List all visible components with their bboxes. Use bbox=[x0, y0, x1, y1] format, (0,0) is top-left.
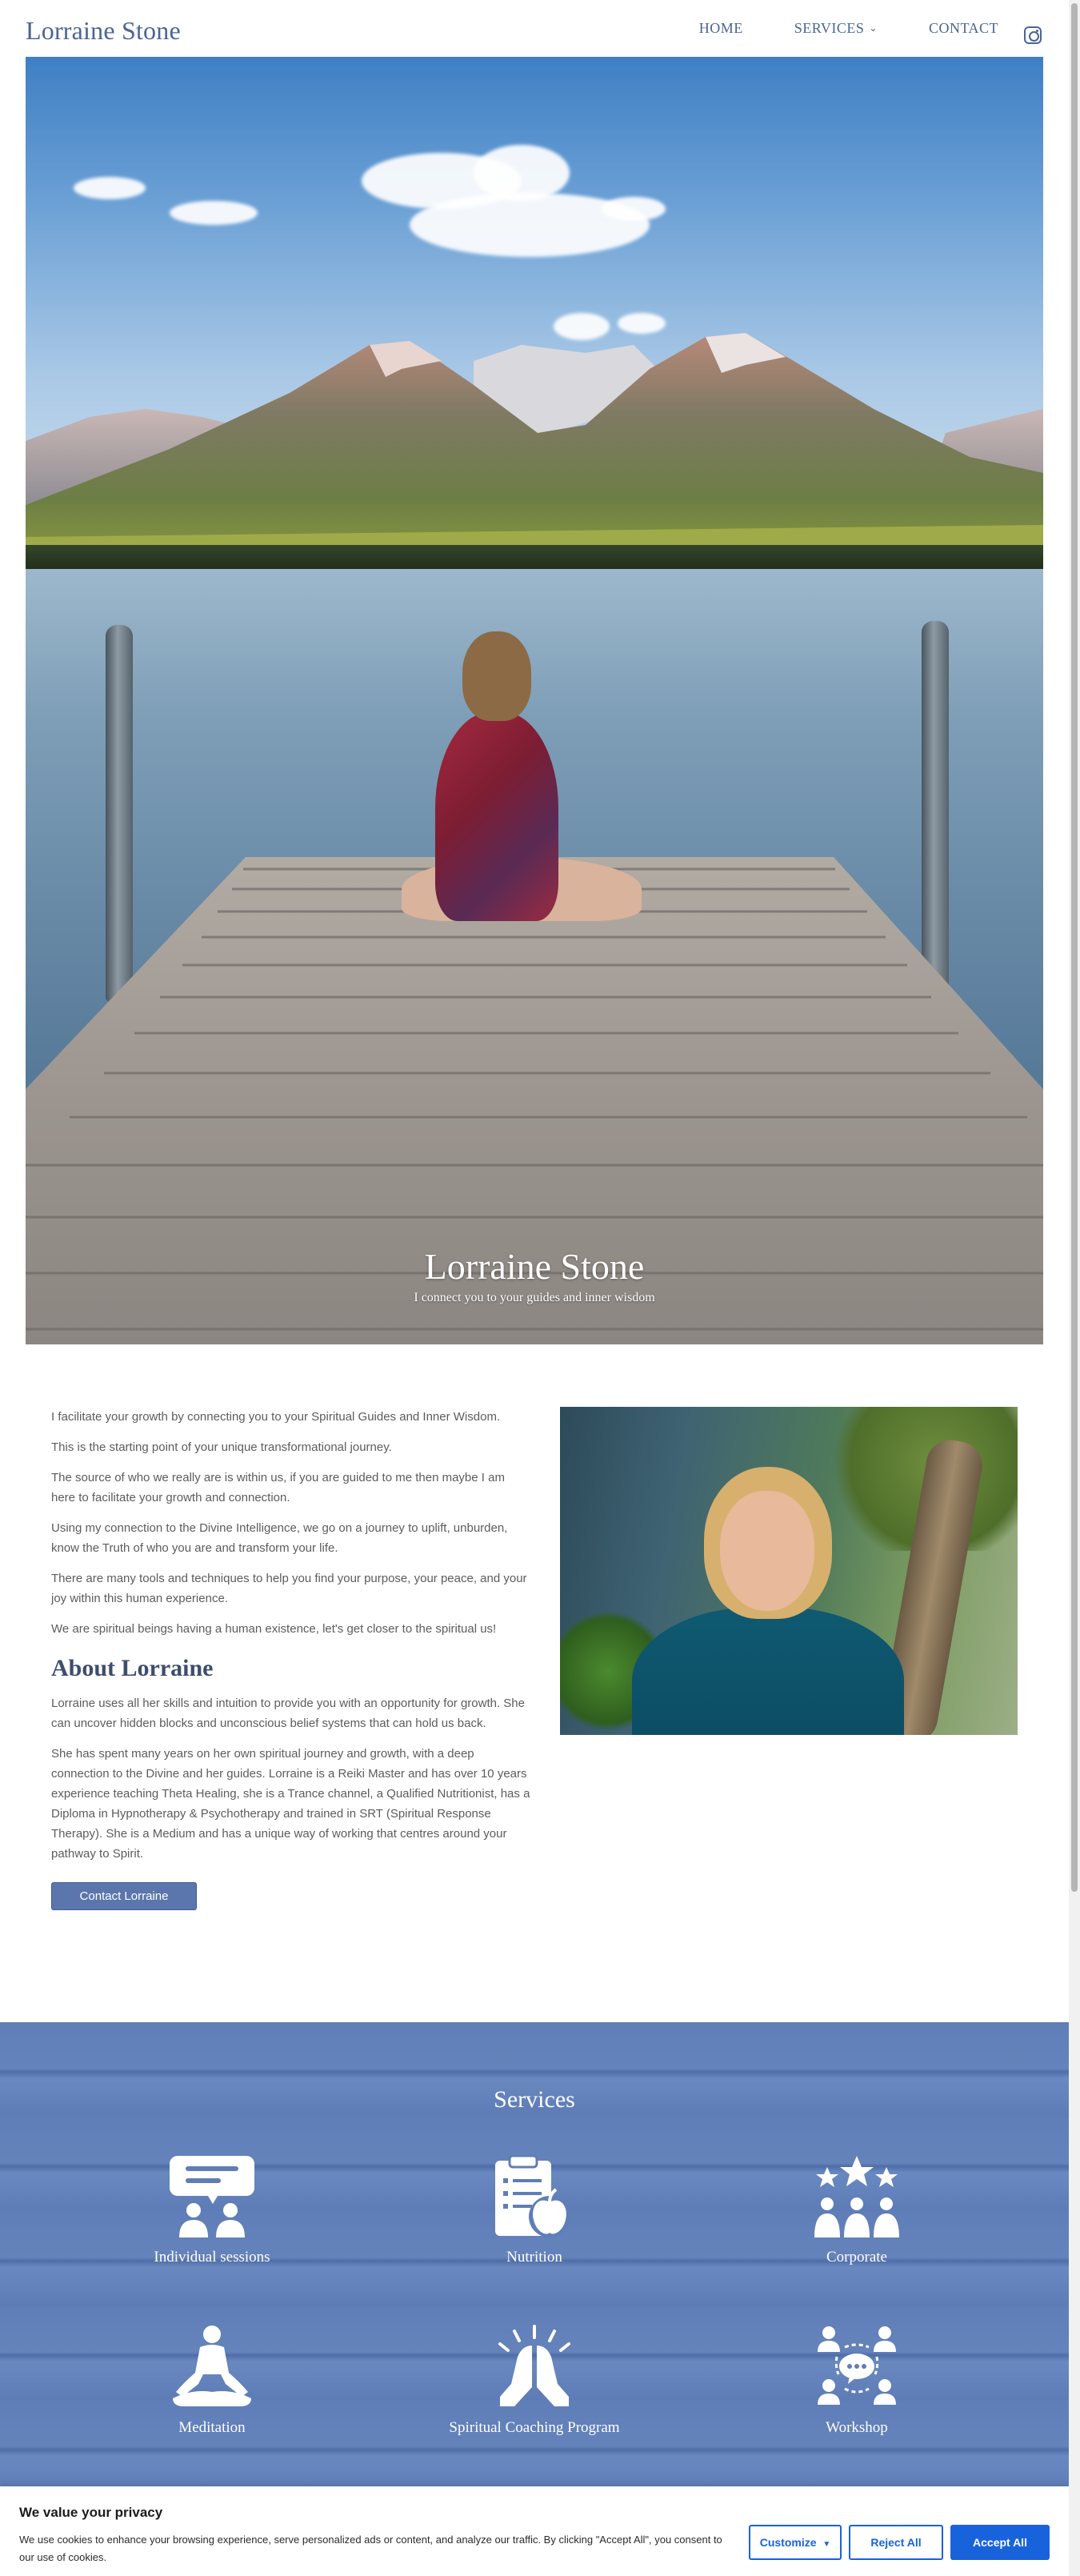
main-nav bbox=[699, 0, 998, 56]
nav-contact[interactable]: CONTACT bbox=[928, 19, 998, 36]
cookie-banner bbox=[0, 2486, 1069, 2576]
intro-paragraph: Using my connection to the Divine Intelligence, we go on a journey to uplift, unburden, know the Truth of who you are and transform your life. bbox=[51, 1521, 508, 1555]
nav-home[interactable]: HOME bbox=[698, 19, 743, 36]
nav-services-label: SERVICES bbox=[794, 19, 865, 36]
scrollbar-thumb[interactable] bbox=[1071, 3, 1078, 1892]
chat-people-icon bbox=[168, 2154, 256, 2237]
cookie-reject-button[interactable]: Reject All bbox=[849, 2525, 943, 2560]
service-individual-sessions[interactable] bbox=[44, 2154, 380, 2266]
services-section bbox=[0, 2022, 1069, 2486]
cookie-accept-button[interactable]: Accept All bbox=[950, 2525, 1050, 2560]
about-paragraph: She has spent many years on her own spiritual journey and growth, with a deep connection to the Divine and her guides. Lorraine is a Reiki Master and has over 10 years experience teaching Theta Healing, she is a Trance channel, a Qualified Nutritionist, has a Diploma in Hypnotherapy & Psychotherapy and trained in SRT (Spiritual Response Therapy). She is a Medium and has a unique way of working that centres around your pathway to Spirit. bbox=[51, 1747, 530, 1861]
cookie-customize-button[interactable] bbox=[749, 2525, 842, 2560]
hero-subtitle: I connect you to your guides and inner wisdom bbox=[414, 1291, 655, 1304]
intro-paragraph: We are spiritual beings having a human existence, let's get closer to the spiritual us! bbox=[51, 1622, 497, 1636]
hero-banner bbox=[26, 57, 1043, 1344]
contact-lorraine-button[interactable]: Contact Lorraine bbox=[51, 1882, 197, 1910]
cookie-title: We value your privacy bbox=[19, 2505, 163, 2520]
instagram-icon[interactable] bbox=[1024, 26, 1042, 44]
site-logo[interactable]: Lorraine Stone bbox=[26, 16, 181, 45]
cookie-customize-label: Customize bbox=[759, 2536, 817, 2549]
service-label: Corporate bbox=[826, 2249, 887, 2266]
service-meditation[interactable] bbox=[44, 2325, 380, 2437]
lorraine-portrait bbox=[560, 1407, 1018, 1735]
about-heading: About Lorraine bbox=[51, 1655, 214, 1681]
intro-paragraph: This is the starting point of your unique transformational journey. bbox=[51, 1440, 392, 1454]
service-label: Individual sessions bbox=[154, 2249, 270, 2266]
intro-paragraph: I facilitate your growth by connecting you to your Spiritual Guides and Inner Wisdom. bbox=[51, 1410, 501, 1424]
about-paragraph: Lorraine uses all her skills and intuition to provide you with an opportunity for growth. She can uncover hidden blocks and unconscious belief systems that can hold us back. bbox=[51, 1697, 525, 1730]
service-spiritual-coaching[interactable] bbox=[366, 2325, 702, 2437]
service-label: Nutrition bbox=[506, 2249, 562, 2266]
meditation-icon bbox=[168, 2325, 256, 2408]
services-title: Services bbox=[494, 2086, 575, 2113]
service-label: Spiritual Coaching Program bbox=[449, 2419, 620, 2436]
caret-down-icon: ▼ bbox=[822, 2540, 831, 2549]
service-nutrition[interactable] bbox=[366, 2154, 702, 2266]
praying-hands-icon bbox=[490, 2325, 578, 2408]
hero-person-body bbox=[435, 711, 558, 921]
team-stars-icon bbox=[813, 2154, 901, 2237]
service-workshop[interactable] bbox=[689, 2325, 1025, 2437]
service-corporate[interactable] bbox=[689, 2154, 1025, 2266]
hero-caption bbox=[26, 1245, 1043, 1305]
cookie-text: We use cookies to enhance your browsing experience, serve personalized ads or content, and analyze our traffic. By clicking "Accept All", you consent to our use of cookies. bbox=[19, 2534, 722, 2563]
page-scrollbar[interactable] bbox=[1069, 0, 1080, 2576]
clipboard-apple-icon bbox=[490, 2154, 578, 2237]
service-label: Meditation bbox=[178, 2419, 246, 2436]
hero-person-hair bbox=[462, 631, 531, 721]
hero-title: Lorraine Stone bbox=[424, 1246, 645, 1287]
nav-services[interactable] bbox=[794, 20, 878, 37]
intro-paragraph: There are many tools and techniques to help you find your purpose, your peace, and your joy within this human experience. bbox=[51, 1572, 527, 1605]
intro-paragraph: The source of who we really are is within us, if you are guided to me then maybe I am here to facilitate your growth and connection. bbox=[51, 1471, 505, 1504]
about-section bbox=[51, 1407, 531, 1910]
hero-dock bbox=[26, 57, 1043, 1344]
service-label: Workshop bbox=[826, 2419, 888, 2436]
chevron-down-icon: ⌄ bbox=[869, 22, 878, 34]
group-discussion-icon bbox=[813, 2325, 901, 2408]
site-header bbox=[0, 0, 1069, 56]
